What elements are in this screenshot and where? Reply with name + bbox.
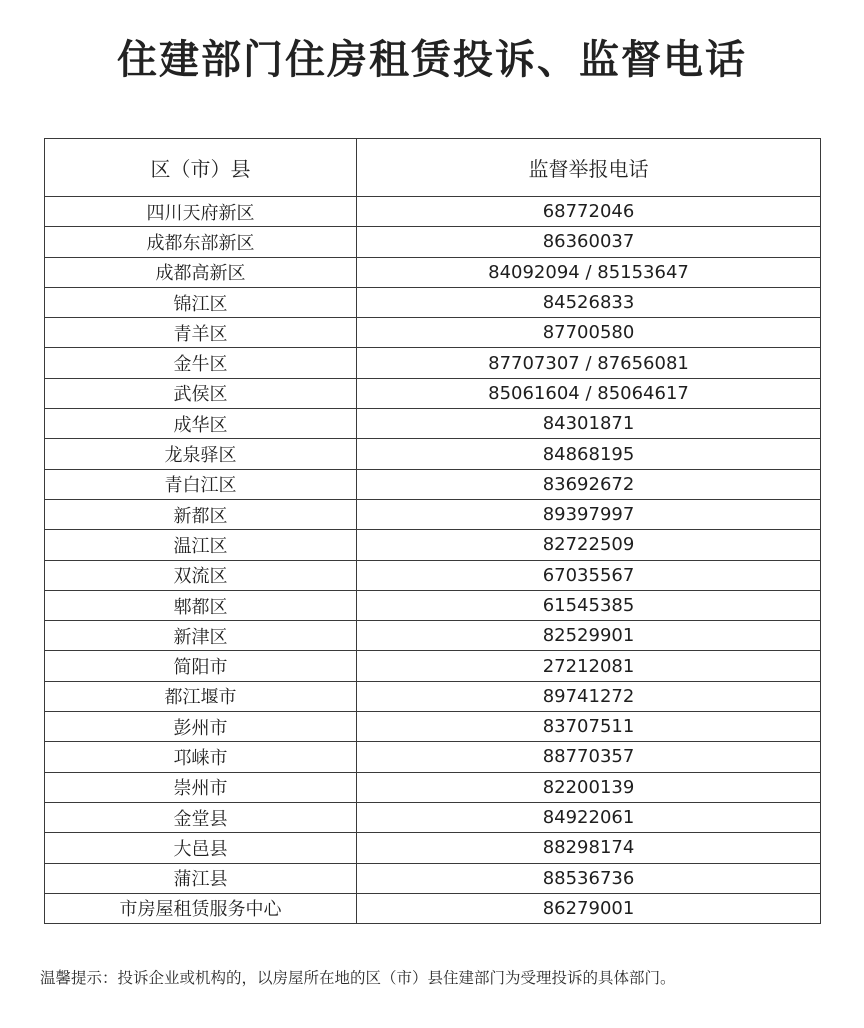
district-cell: 锦江区 (45, 287, 357, 317)
district-cell: 大邑县 (45, 833, 357, 863)
district-cell: 都江堰市 (45, 681, 357, 711)
phone-cell: 84526833 (357, 287, 821, 317)
phone-cell: 88536736 (357, 863, 821, 893)
table-row (45, 409, 821, 439)
table-row (45, 802, 821, 832)
phone-cell: 82200139 (357, 772, 821, 802)
district-cell: 双流区 (45, 560, 357, 590)
phone-cell: 83692672 (357, 469, 821, 499)
table-row (45, 378, 821, 408)
district-cell: 蒲江县 (45, 863, 357, 893)
district-cell: 青羊区 (45, 318, 357, 348)
table-row (45, 742, 821, 772)
phone-cell: 84092094 / 85153647 (357, 257, 821, 287)
table-row (45, 621, 821, 651)
phone-cell: 27212081 (357, 651, 821, 681)
district-cell: 邛崃市 (45, 742, 357, 772)
table-body (45, 197, 821, 924)
phone-cell: 67035567 (357, 560, 821, 590)
district-cell: 武侯区 (45, 378, 357, 408)
district-cell: 温江区 (45, 530, 357, 560)
table-row (45, 197, 821, 227)
phone-cell: 61545385 (357, 590, 821, 620)
phone-cell: 88770357 (357, 742, 821, 772)
district-cell: 成都高新区 (45, 257, 357, 287)
phone-cell: 82529901 (357, 621, 821, 651)
phone-cell: 87707307 / 87656081 (357, 348, 821, 378)
table-row (45, 833, 821, 863)
phone-cell: 84922061 (357, 802, 821, 832)
district-cell: 成华区 (45, 409, 357, 439)
district-cell: 新都区 (45, 499, 357, 529)
table-row (45, 530, 821, 560)
phone-table (44, 138, 821, 924)
district-cell: 金牛区 (45, 348, 357, 378)
district-cell: 彭州市 (45, 712, 357, 742)
warm-tip: 温馨提示：投诉企业或机构的，以房屋所在地的区（市）县住建部门为受理投诉的具体部门。 (40, 969, 676, 987)
phone-cell: 89397997 (357, 499, 821, 529)
table-row (45, 257, 821, 287)
district-cell: 市房屋租赁服务中心 (45, 893, 357, 923)
district-cell: 简阳市 (45, 651, 357, 681)
table-row (45, 863, 821, 893)
phone-cell: 88298174 (357, 833, 821, 863)
table-row (45, 348, 821, 378)
phone-cell: 84301871 (357, 409, 821, 439)
district-cell: 成都东部新区 (45, 227, 357, 257)
column-header-district: 区（市）县 (45, 139, 357, 197)
district-cell: 崇州市 (45, 772, 357, 802)
district-cell: 四川天府新区 (45, 197, 357, 227)
table-row (45, 227, 821, 257)
phone-cell: 82722509 (357, 530, 821, 560)
phone-cell: 84868195 (357, 439, 821, 469)
table-row (45, 893, 821, 923)
phone-cell: 85061604 / 85064617 (357, 378, 821, 408)
district-cell: 新津区 (45, 621, 357, 651)
table-row (45, 287, 821, 317)
phone-cell: 87700580 (357, 318, 821, 348)
table-header-row (45, 139, 821, 197)
table-row (45, 560, 821, 590)
table-row (45, 590, 821, 620)
phone-cell: 89741272 (357, 681, 821, 711)
district-cell: 青白江区 (45, 469, 357, 499)
page-title: 住建部门住房租赁投诉、监督电话 (117, 37, 747, 83)
district-cell: 金堂县 (45, 802, 357, 832)
table-row (45, 318, 821, 348)
phone-cell: 83707511 (357, 712, 821, 742)
phone-cell: 86279001 (357, 893, 821, 923)
table-row (45, 712, 821, 742)
table-row (45, 681, 821, 711)
district-cell: 龙泉驿区 (45, 439, 357, 469)
table-row (45, 439, 821, 469)
table-row (45, 651, 821, 681)
column-header-phone: 监督举报电话 (357, 139, 821, 197)
table-row (45, 469, 821, 499)
phone-cell: 86360037 (357, 227, 821, 257)
table-row (45, 772, 821, 802)
district-cell: 郫都区 (45, 590, 357, 620)
phone-cell: 68772046 (357, 197, 821, 227)
table-row (45, 499, 821, 529)
